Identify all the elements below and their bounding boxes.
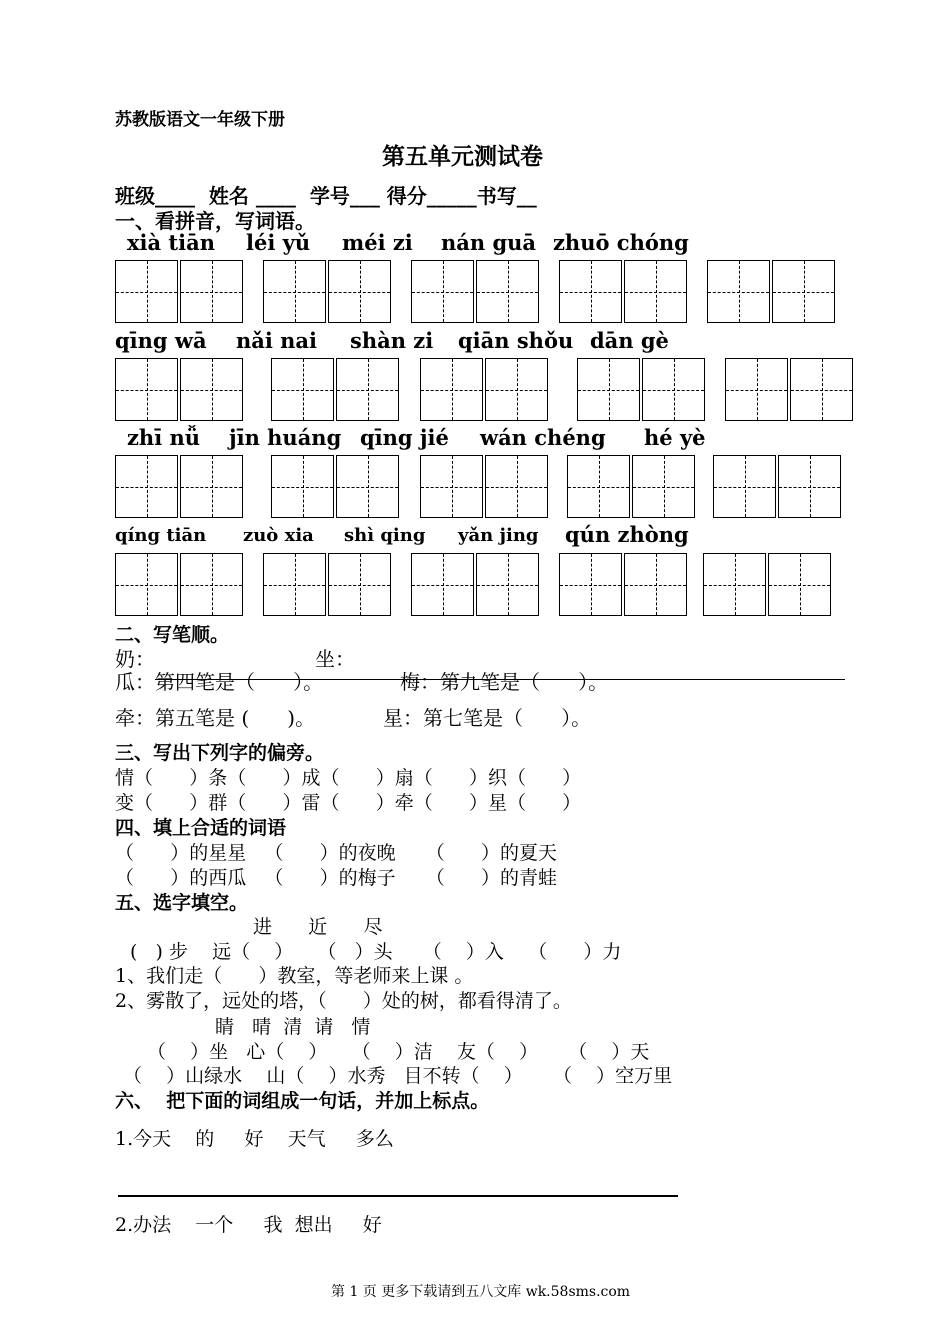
- writing-cell[interactable]: [271, 455, 334, 518]
- writing-cell[interactable]: [115, 553, 178, 616]
- word-box: [559, 553, 689, 617]
- word-box: [420, 358, 550, 422]
- pinyin-label: zuò xia: [243, 525, 314, 546]
- fill-sentence: 1、我们走（ ）教室，等老师来上课 。: [115, 965, 474, 987]
- writing-cell[interactable]: [271, 358, 334, 421]
- word-box: [115, 260, 245, 324]
- writing-cell[interactable]: [336, 358, 399, 421]
- fill-char-line: ( ) 步 远（ ） （ ）头 （ ）入 （ ）力: [130, 941, 622, 963]
- document-subtitle: 苏教版语文一年级下册: [115, 110, 285, 130]
- sentence-words: 2.办法 一个 我 想出 好: [115, 1214, 382, 1236]
- pinyin-label: qíng tiān: [115, 525, 207, 546]
- sentence-words: 1.今天 的 好 天气 多么: [115, 1128, 394, 1150]
- fill-sentence: 2、雾散了，远处的塔，（ ）处的树，都看得清了。: [115, 990, 572, 1012]
- page-title: 第五单元测试卷: [382, 143, 543, 170]
- writing-cell[interactable]: [559, 260, 622, 323]
- stroke-order-question: 星：第七笔是（ ）。: [383, 706, 592, 730]
- pinyin-label: shàn zi: [350, 328, 434, 353]
- student-info-line: 班级____ 姓名 ____ 学号___ 得分_____书写__: [115, 184, 537, 208]
- pinyin-label: dān gè: [590, 328, 669, 353]
- writing-cell[interactable]: [778, 455, 841, 518]
- word-box: [567, 455, 697, 519]
- writing-cell[interactable]: [707, 260, 770, 323]
- radical-line: 情（ ）条（ ）成（ ）扇（ ）织（ ）: [115, 767, 582, 789]
- choice-characters: 睛 晴 清 请 情: [215, 1016, 371, 1038]
- word-box: [577, 358, 707, 422]
- section5-heading: 五、选字填空。: [115, 892, 249, 914]
- section4-heading: 四、填上合适的词语: [115, 817, 287, 839]
- word-box: [703, 553, 833, 617]
- pinyin-label: qún zhòng: [565, 522, 689, 547]
- pinyin-label: qīng jié: [360, 425, 449, 450]
- pinyin-label: hé yè: [644, 425, 706, 450]
- fill-word-line: （ ）的西瓜 （ ）的梅子 （ ）的青蛙: [115, 867, 558, 889]
- stroke-order-item: 奶：: [115, 647, 155, 671]
- writing-cell[interactable]: [420, 455, 483, 518]
- writing-cell[interactable]: [336, 455, 399, 518]
- writing-cell[interactable]: [577, 358, 640, 421]
- writing-cell[interactable]: [642, 358, 705, 421]
- writing-cell[interactable]: [485, 358, 548, 421]
- writing-cell[interactable]: [485, 455, 548, 518]
- pinyin-label: qiān shǒu: [458, 328, 574, 353]
- writing-cell[interactable]: [559, 553, 622, 616]
- writing-cell[interactable]: [420, 358, 483, 421]
- writing-cell[interactable]: [263, 553, 326, 616]
- writing-cell[interactable]: [180, 455, 243, 518]
- word-box: [115, 455, 245, 519]
- section3-heading: 三、写出下列字的偏旁。: [115, 742, 325, 764]
- writing-grid-row-3: [0, 455, 950, 519]
- word-box: [115, 358, 245, 422]
- writing-cell[interactable]: [411, 553, 474, 616]
- pinyin-label: méi zi: [342, 230, 413, 255]
- writing-cell[interactable]: [703, 553, 766, 616]
- pinyin-label: léi yǔ: [246, 230, 311, 255]
- fill-char-line: （ ）坐 心（ ） （ ）洁 友（ ） （ ）天: [147, 1041, 650, 1063]
- section2-heading: 二、写笔顺。: [115, 624, 230, 646]
- pinyin-label: wán chéng: [480, 425, 606, 450]
- writing-cell[interactable]: [567, 455, 630, 518]
- writing-cell[interactable]: [328, 260, 391, 323]
- page-footer: 第 1 页 更多下载请到五八文库 wk.58sms.com: [331, 1284, 631, 1300]
- stroke-order-question: 牵：第五笔是 ( )。: [115, 706, 316, 730]
- writing-grid-row-2: [0, 358, 950, 422]
- writing-cell[interactable]: [328, 553, 391, 616]
- stroke-order-item: 坐：: [315, 647, 355, 671]
- word-box: [713, 455, 843, 519]
- choice-characters: 进 近 尽: [253, 916, 383, 938]
- word-box: [725, 358, 855, 422]
- pinyin-label: zhī nǚ: [127, 425, 201, 450]
- fill-word-line: （ ）的星星 （ ）的夜晚 （ ）的夏天: [115, 842, 558, 864]
- writing-cell[interactable]: [476, 553, 539, 616]
- writing-cell[interactable]: [115, 260, 178, 323]
- fill-char-line: （ ）山绿水 山（ ）水秀 目不转（ ） （ ）空万里: [123, 1065, 673, 1087]
- writing-cell[interactable]: [180, 358, 243, 421]
- writing-cell[interactable]: [411, 260, 474, 323]
- pinyin-label: yǎn jing: [458, 525, 539, 546]
- pinyin-label: nǎi nai: [236, 328, 318, 353]
- writing-cell[interactable]: [624, 260, 687, 323]
- writing-cell[interactable]: [713, 455, 776, 518]
- writing-cell[interactable]: [624, 553, 687, 616]
- writing-cell[interactable]: [476, 260, 539, 323]
- pinyin-label: jīn huáng: [229, 425, 342, 450]
- writing-cell[interactable]: [772, 260, 835, 323]
- writing-cell[interactable]: [725, 358, 788, 421]
- section1-heading: 一、看拼音，写词语。: [115, 209, 315, 233]
- pinyin-label: qīng wā: [115, 328, 207, 353]
- writing-cell[interactable]: [768, 553, 831, 616]
- word-box: [411, 553, 541, 617]
- writing-cell[interactable]: [115, 455, 178, 518]
- answer-line: [118, 1195, 678, 1197]
- pinyin-label: shì qing: [344, 525, 426, 546]
- writing-cell[interactable]: [263, 260, 326, 323]
- pinyin-label: nán guā: [441, 230, 537, 255]
- writing-grid-row-4: [0, 553, 950, 617]
- stroke-order-question: 瓜：第四笔是（ ）。: [115, 670, 324, 694]
- writing-cell[interactable]: [180, 553, 243, 616]
- word-box: [271, 455, 401, 519]
- writing-cell[interactable]: [790, 358, 853, 421]
- word-box: [263, 553, 393, 617]
- word-box: [271, 358, 401, 422]
- word-box: [559, 260, 689, 324]
- radical-line: 变（ ）群（ ）雷（ ）牵（ ）星（ ）: [115, 792, 582, 814]
- writing-cell[interactable]: [115, 358, 178, 421]
- stroke-order-question: 梅：第九笔是（ ）。: [400, 670, 609, 694]
- pinyin-label: zhuō chóng: [553, 230, 689, 255]
- word-box: [115, 553, 245, 617]
- strike-line: [155, 679, 845, 680]
- section6-heading: 六、 把下面的词组成一句话，并加上标点。: [115, 1090, 490, 1112]
- writing-cell[interactable]: [180, 260, 243, 323]
- word-box: [707, 260, 837, 324]
- pinyin-label: xià tiān: [127, 230, 215, 255]
- writing-cell[interactable]: [632, 455, 695, 518]
- writing-grid-row-1: [0, 260, 950, 324]
- word-box: [420, 455, 550, 519]
- word-box: [411, 260, 541, 324]
- word-box: [263, 260, 393, 324]
